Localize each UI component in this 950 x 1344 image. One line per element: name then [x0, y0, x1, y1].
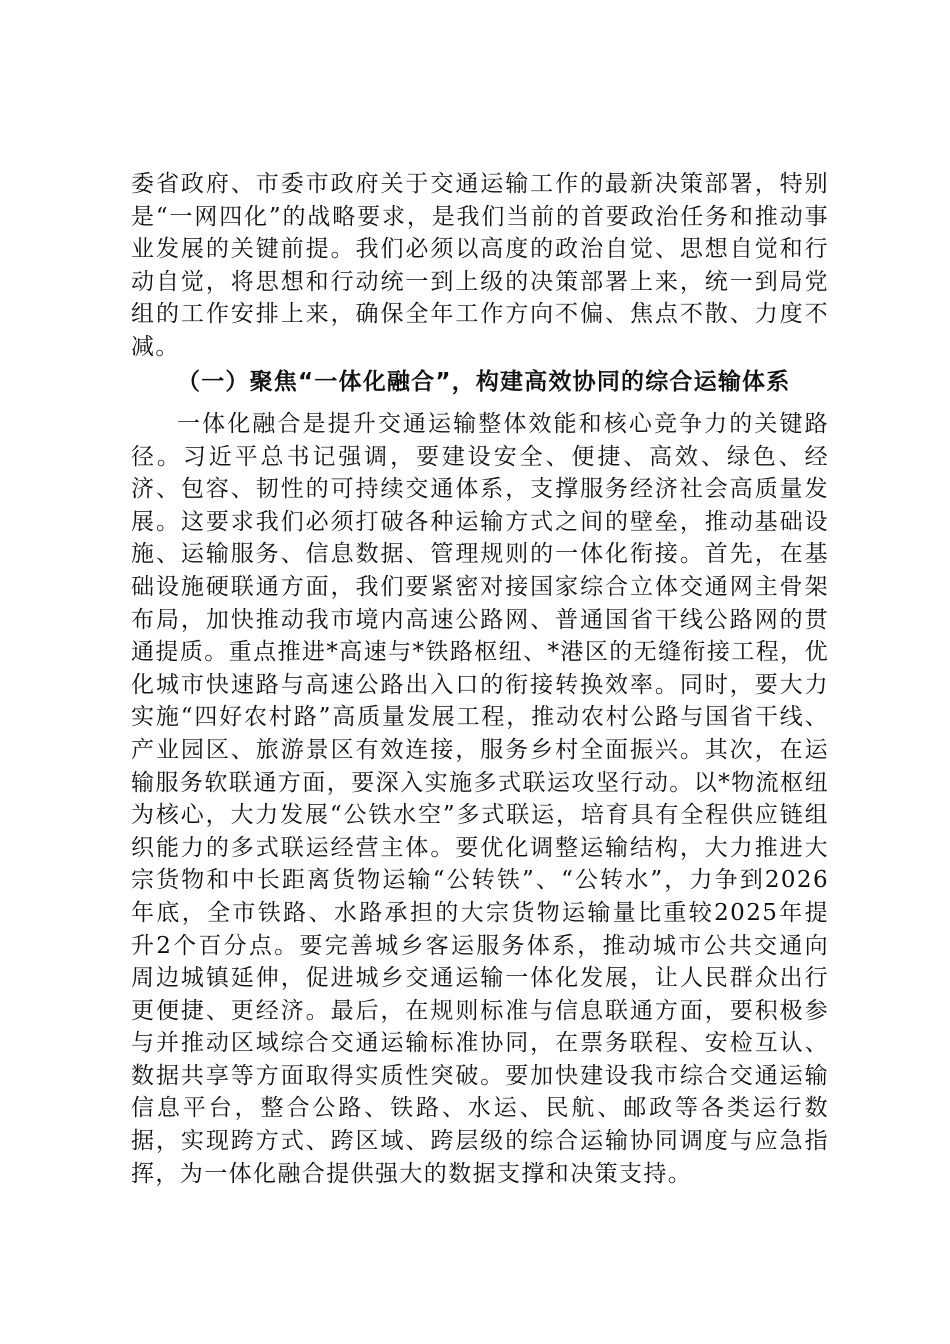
section-body-block [131, 408, 829, 1190]
section-heading-block [131, 366, 829, 398]
intro-paragraph: 委省政府、市委市政府关于交通运输工作的最新决策部署，特别是“一网四化”的战略要求，是我们当前的首要政治任务和推动事业发展的关键前提。我们必须以高度的政治自觉、思想自觉和行动自觉，将思想和行动统一到上级的决策部署上来，统一到局党组的工作安排上来，确保全年工作方向不偏、焦点不散、力度不减。 [131, 171, 829, 360]
section-heading: （一）聚焦“一体化融合”，构建高效协同的综合运输体系 [177, 369, 791, 395]
intro-paragraph-block [131, 168, 829, 364]
section-body-paragraph: 一体化融合是提升交通运输整体效能和核心竞争力的关键路径。习近平总书记强调，要建设安全、便捷、高效、绿色、经济、包容、韧性的可持续交通体系，支撑服务经济社会高质量发展。这要求我们必须打破各种运输方式之间的壁垒，推动基础设施、运输服务、信息数据、管理规则的一体化衔接。首先，在基础设施硬联通方面，我们要紧密对接国家综合立体交通网主骨架布局，加快推动我市境内高速公路网、普通国省干线公路网的贯通提质。重点推进*高速与*铁路枢纽、*港区的无缝衔接工程，优化城市快速路与高速公路出入口的衔接转换效率。同时，要大力实施“四好农村路”高质量发展工程，推动农村公路与国省干线、产业园区、旅游景区有效连接，服务乡村全面振兴。其次，在运输服务软联通方面，要深入实施多式联运攻坚行动。以*物流枢纽为核心，大力发展“公铁水空”多式联运，培育具有全程供应链组织能力的多式联运经营主体。要优化调整运输结构，大力推进大宗货物和中长距离货物运输“公转铁”、“公转水”，力争到2026年底，全市铁路、水路承担的大宗货物运输量比重较2025年提升2个百分点。要完善城乡客运服务体系，推动城市公共交通向周边城镇延伸，促进城乡交通运输一体化发展，让人民群众出行更便捷、更经济。最后，在规则标准与信息联通方面，要积极参与并推动区域综合交通运输标准协同，在票务联程、安检互认、数据共享等方面取得实质性突破。要加快建设我市综合交通运输信息平台，整合公路、铁路、水运、民航、邮政等各类运行数据，实现跨方式、跨区域、跨层级的综合运输协同调度与应急指挥，为一体化融合提供强大的数据支撑和决策支持。 [131, 411, 829, 1187]
